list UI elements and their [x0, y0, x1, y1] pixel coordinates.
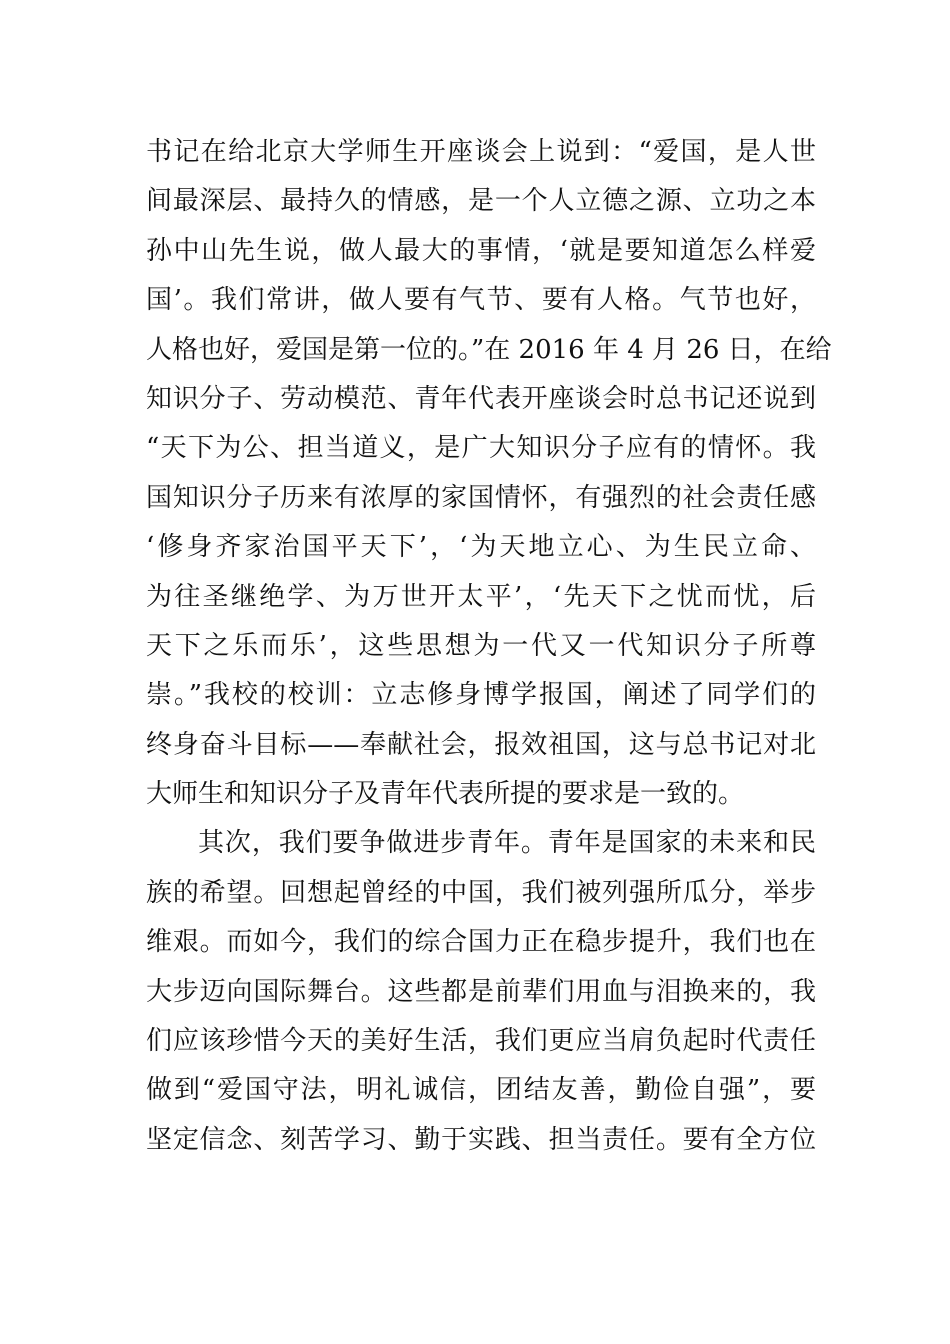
text-line: ‘修身齐家治国平天下’，‘为天地立心、为生民立命、	[146, 532, 816, 563]
text-line: 大步迈向国际舞台。这些都是前辈们用血与泪换来的，我	[146, 976, 816, 1007]
text-line: 其次，我们要争做进步青年。青年是国家的未来和民	[198, 828, 816, 859]
text-line: 维艰。而如今，我们的综合国力正在稳步提升，我们也在	[146, 927, 816, 958]
text-line: 书记在给北京大学师生开座谈会上说到：“爱国，是人世	[146, 137, 816, 167]
text-line: 知识分子、劳动模范、青年代表开座谈会时总书记还说到	[146, 383, 816, 414]
text-line: 终身奋斗目标——奉献社会，报效祖国，这与总书记对北	[146, 729, 816, 760]
text-line: 孙中山先生说，做人最大的事情，‘就是要知道怎么样爱	[146, 235, 816, 266]
text-line: 国’。我们常讲，做人要有气节、要有人格。气节也好，	[146, 285, 816, 316]
body-text	[146, 128, 832, 1165]
text-line: 崇。”我校的校训：立志修身博学报国，阐述了同学们的	[146, 680, 816, 711]
text-line: “天下为公、担当道义，是广大知识分子应有的情怀。我	[146, 433, 816, 464]
text-line: 们应该珍惜今天的美好生活，我们更应当肩负起时代责任	[146, 1026, 816, 1057]
text-line: 为往圣继绝学、为万世开太平’，‘先天下之忧而忧，后	[146, 581, 816, 612]
text-line: 国知识分子历来有浓厚的家国情怀，有强烈的社会责任感	[146, 482, 816, 513]
text-line: 坚定信念、刻苦学习、勤于实践、担当责任。要有全方位	[146, 1124, 816, 1155]
text-line: 大师生和知识分子及青年代表所提的要求是一致的。	[146, 779, 745, 810]
text-line: 人格也好，爱国是第一位的。”在 2016 年 4 月 26 日，在给	[146, 334, 832, 365]
text-line: 天下之乐而乐’，这些思想为一代又一代知识分子所尊	[146, 630, 816, 661]
text-line: 做到“爱国守法，明礼诚信，团结友善，勤俭自强”，要	[146, 1075, 816, 1106]
text-line: 族的希望。回想起曾经的中国，我们被列强所瓜分，举步	[146, 877, 816, 908]
text-line: 间最深层、最持久的情感，是一个人立德之源、立功之本	[146, 186, 816, 217]
